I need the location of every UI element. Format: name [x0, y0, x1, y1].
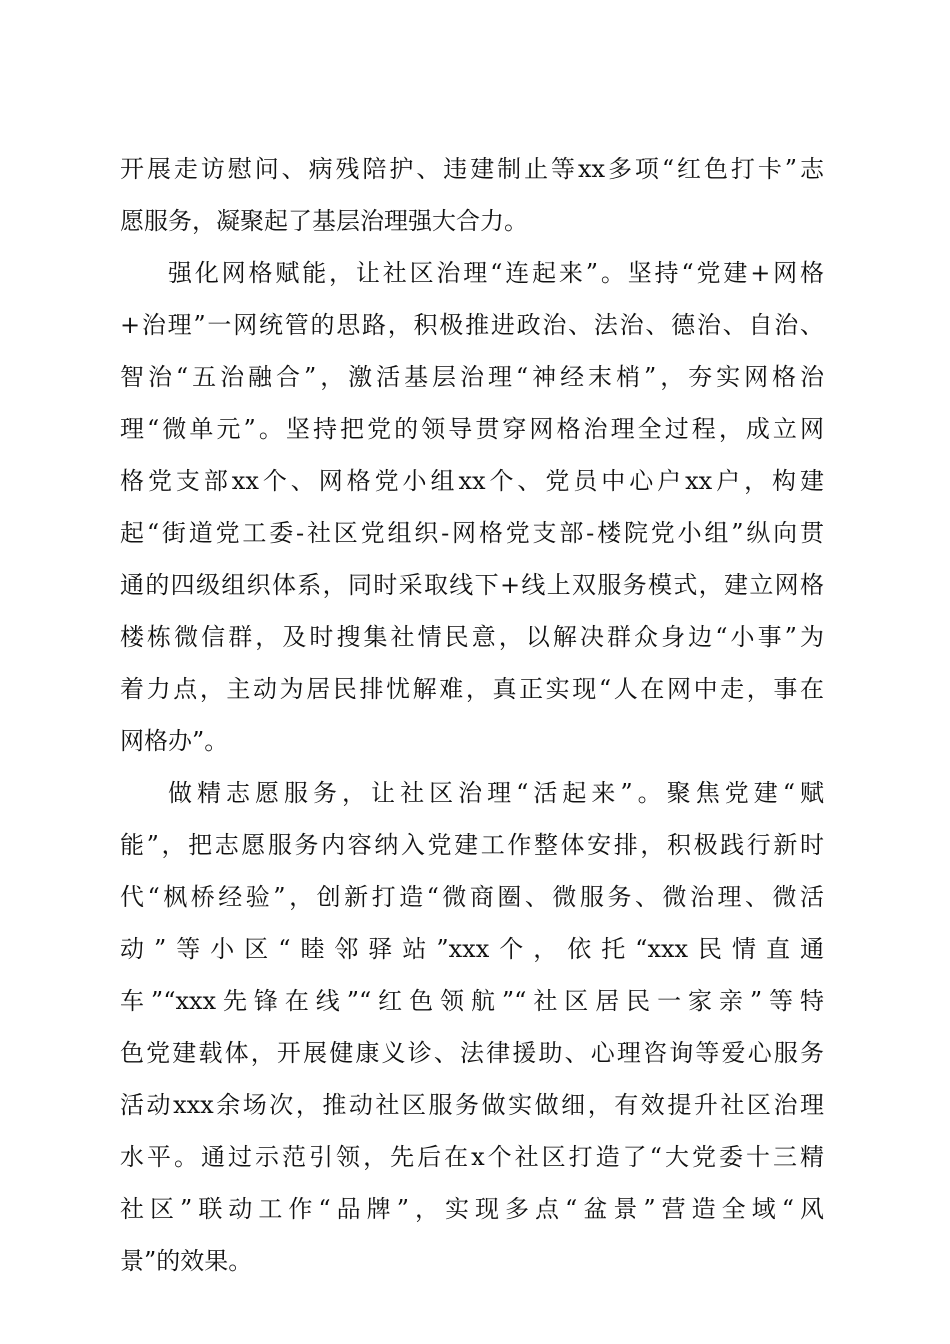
document-body: [120, 143, 824, 1287]
text-line-7: 格党支部xx个、网格党小组xx个、党员中心户xx户，构建: [120, 467, 824, 495]
text-line-20: 水平。通过示范引领，先后在x个社区打造了“大党委十三精: [120, 1143, 824, 1171]
text-line-1: 开展走访慰问、病残陪护、违建制止等xx多项“红色打卡”志: [120, 155, 824, 183]
text-line-16: 动”等小区“睦邻驿站”xxx个，依托“xxx民情直通: [120, 935, 824, 963]
text-line-4: +治理”一网统管的思路，积极推进政治、法治、德治、自治、: [120, 311, 824, 339]
paragraph-start-line-3: 强化网格赋能，让社区治理“连起来”。坚持“党建+网格: [168, 259, 824, 287]
text-line-14: 能”，把志愿服务内容纳入党建工作整体安排，积极践行新时: [120, 831, 824, 859]
paragraph-start-line-13: 做精志愿服务，让社区治理“活起来”。聚焦党建“赋: [168, 779, 824, 807]
text-line-18: 色党建载体，开展健康义诊、法律援助、心理咨询等爱心服务: [120, 1039, 824, 1067]
text-line-22: 景”的效果。: [120, 1247, 253, 1275]
text-line-9: 通的四级组织体系，同时采取线下+线上双服务模式，建立网格: [120, 571, 824, 599]
text-line-2: 愿服务，凝聚起了基层治理强大合力。: [120, 207, 528, 235]
text-line-10: 楼栋微信群，及时搜集社情民意，以解决群众身边“小事”为: [120, 623, 824, 651]
text-line-17: 车”“xxx先锋在线”“红色领航”“社区居民一家亲”等特: [120, 987, 824, 1015]
text-line-11: 着力点，主动为居民排忧解难，真正实现“人在网中走，事在: [120, 675, 824, 703]
text-line-5: 智治“五治融合”，激活基层治理“神经末梢”，夯实网格治: [120, 363, 824, 391]
text-line-12: 网格办”。: [120, 727, 229, 755]
text-line-8: 起“街道党工委-社区党组织-网格党支部-楼院党小组”纵向贯: [120, 519, 824, 547]
text-line-6: 理“微单元”。坚持把党的领导贯穿网格治理全过程，成立网: [120, 415, 824, 443]
text-line-21: 社区”联动工作“品牌”，实现多点“盆景”营造全域“风: [120, 1195, 824, 1223]
text-line-15: 代“枫桥经验”，创新打造“微商圈、微服务、微治理、微活: [120, 883, 824, 911]
text-line-19: 活动xxx余场次，推动社区服务做实做细，有效提升社区治理: [120, 1091, 824, 1119]
